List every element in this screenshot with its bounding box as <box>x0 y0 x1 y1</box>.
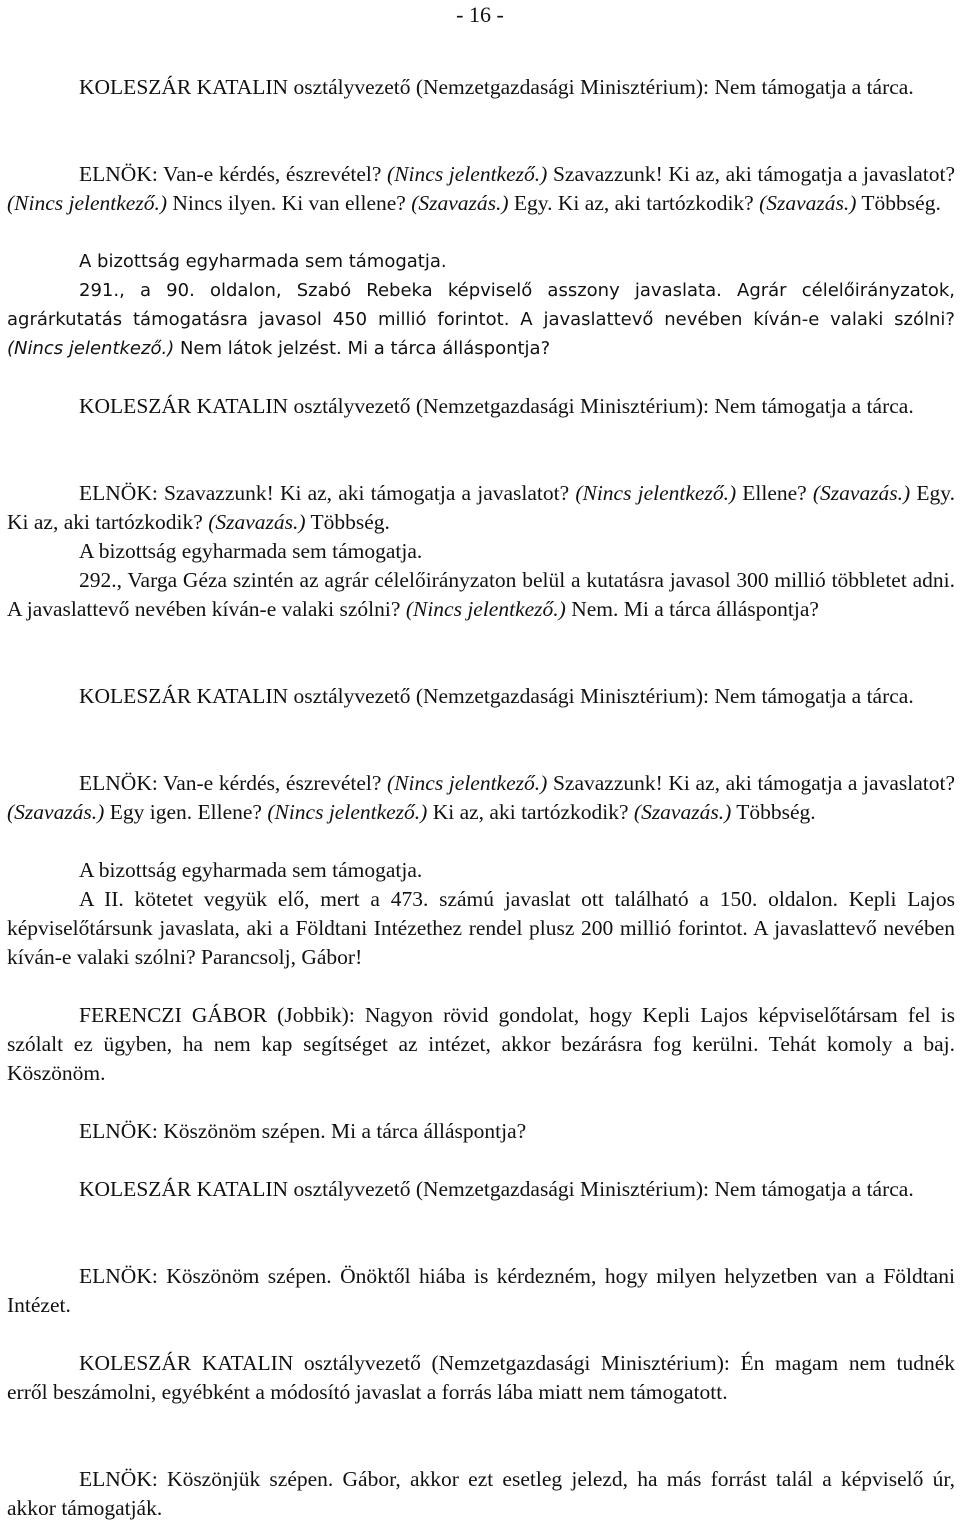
stage-direction: (Szavazás.) <box>7 800 105 824</box>
paragraph-text: KOLESZÁR KATALIN osztályvezető (Nemzetgazdasági Minisztérium): Én magam nem tudnék erről beszámolni, egyébként a módosító javaslat a forrás lába miatt nem támogatott. <box>7 1351 955 1404</box>
paragraph-text: Egy igen. Ellene? <box>104 800 268 824</box>
paragraph <box>7 682 955 711</box>
stage-direction: (Nincs jelentkező.) <box>7 191 168 215</box>
paragraph-text: Nincs ilyen. Ki van ellene? <box>167 191 412 215</box>
paragraph-text: A II. kötetet vegyük elő, mert a 473. számú javaslat ott található a 150. oldalon. Kepli Lajos képviselőtársunk javaslata, aki a Földtani Intézethez rendel plusz 200 millió forintot. A javaslattevő nevében kíván-e valaki szólni? Parancsolj, Gábor! <box>7 887 955 969</box>
paragraph <box>7 276 955 363</box>
paragraph <box>7 479 955 537</box>
paragraph-text: Nem. Mi a tárca álláspontja? <box>565 597 819 621</box>
paragraph <box>7 160 955 218</box>
stage-direction: (Szavazás.) <box>812 481 911 505</box>
paragraph <box>7 73 955 102</box>
paragraph-text: ELNÖK: Van-e kérdés, észrevétel? <box>79 162 388 186</box>
paragraph-text: Szavazzunk! Ki az, aki támogatja a javaslatot? <box>547 771 955 795</box>
paragraph-text: FERENCZI GÁBOR (Jobbik): Nagyon rövid gondolat, hogy Kepli Lajos képviselőtársam fel is szólalt ez ügyben, ha nem kap segítséget az intézet, akkor bezárásra fog kerülni. Tehát komoly a baj. Köszönöm. <box>7 1003 955 1085</box>
paragraph-text: A bizottság egyharmada sem támogatja. <box>79 858 423 882</box>
stage-direction: (Nincs jelentkező.) <box>405 597 566 621</box>
paragraph-text: 292., Varga Géza szintén az agrár célelőirányzaton belül a kutatásra javasol 300 millió többletet adni. A javaslattevő nevében kíván-e valaki szólni? <box>7 568 955 621</box>
paragraph-text: Egy. Ki az, aki tartózkodik? <box>7 481 955 534</box>
paragraph-text: Szavazzunk! Ki az, aki támogatja a javaslatot? <box>547 162 955 186</box>
paragraph <box>7 769 955 827</box>
paragraph <box>7 1349 955 1407</box>
paragraph <box>7 247 955 276</box>
stage-direction: (Nincs jelentkező.) <box>7 338 175 359</box>
paragraph-text: A bizottság egyharmada sem támogatja. <box>79 539 423 563</box>
stage-direction: (Nincs jelentkező.) <box>387 771 548 795</box>
paragraph <box>7 1001 955 1088</box>
paragraph-text: Többség. <box>305 510 390 534</box>
stage-direction: (Szavazás.) <box>411 191 509 215</box>
paragraph <box>7 392 955 421</box>
paragraph-text: A bizottság egyharmada sem támogatja. <box>79 251 447 272</box>
paragraph <box>7 1117 955 1146</box>
paragraph <box>7 885 955 972</box>
paragraph-text: Ki az, aki tartózkodik? <box>427 800 634 824</box>
paragraph <box>7 1465 955 1523</box>
paragraph <box>7 566 955 624</box>
paragraph-text: ELNÖK: Köszönöm szépen. Mi a tárca álláspontja? <box>79 1119 527 1143</box>
stage-direction: (Nincs jelentkező.) <box>387 162 548 186</box>
paragraph-text: ELNÖK: Van-e kérdés, észrevétel? <box>79 771 388 795</box>
paragraph <box>7 1175 955 1204</box>
page-number: - 16 - <box>456 2 504 27</box>
paragraph-text: ELNÖK: Köszönöm szépen. Önöktől hiába is kérdezném, hogy milyen helyzetben van a Földtani Intézet. <box>7 1264 955 1317</box>
paragraph-text: ELNÖK: Köszönjük szépen. Gábor, akkor ezt esetleg jelezd, ha más forrást talál a képviselő úr, akkor támogatják. <box>7 1467 955 1520</box>
paragraph <box>7 537 955 566</box>
paragraph-text: 291., a 90. oldalon, Szabó Rebeka képviselő asszony javaslata. Agrár célelőirányzatok, agrárkutatás támogatásra javasol 450 millió forintot. A javaslattevő nevében kíván-e valaki szólni? <box>7 280 955 330</box>
stage-direction: (Nincs jelentkező.) <box>575 481 737 505</box>
paragraph-text: KOLESZÁR KATALIN osztályvezető (Nemzetgazdasági Minisztérium): Nem támogatja a tárca. <box>79 75 914 99</box>
paragraph <box>7 856 955 885</box>
paragraph-text: Nem látok jelzést. Mi a tárca álláspontja? <box>174 338 551 359</box>
paragraph-text: Többség. <box>856 191 941 215</box>
paragraph-text: KOLESZÁR KATALIN osztályvezető (Nemzetgazdasági Minisztérium): Nem támogatja a tárca. <box>79 394 914 418</box>
stage-direction: (Szavazás.) <box>208 510 306 534</box>
paragraph <box>7 1262 955 1320</box>
stage-direction: (Szavazás.) <box>759 191 857 215</box>
paragraph-text: KOLESZÁR KATALIN osztályvezető (Nemzetgazdasági Minisztérium): Nem támogatja a tárca. <box>79 1177 914 1201</box>
paragraph-text: Ellene? <box>736 481 813 505</box>
stage-direction: (Nincs jelentkező.) <box>267 800 428 824</box>
stage-direction: (Szavazás.) <box>633 800 732 824</box>
paragraph-text: KOLESZÁR KATALIN osztályvezető (Nemzetgazdasági Minisztérium): Nem támogatja a tárca. <box>79 684 914 708</box>
paragraph-text: Egy. Ki az, aki tartózkodik? <box>508 191 760 215</box>
paragraph-text: ELNÖK: Szavazzunk! Ki az, aki támogatja a javaslatot? <box>79 481 576 505</box>
paragraph-text: Többség. <box>731 800 816 824</box>
